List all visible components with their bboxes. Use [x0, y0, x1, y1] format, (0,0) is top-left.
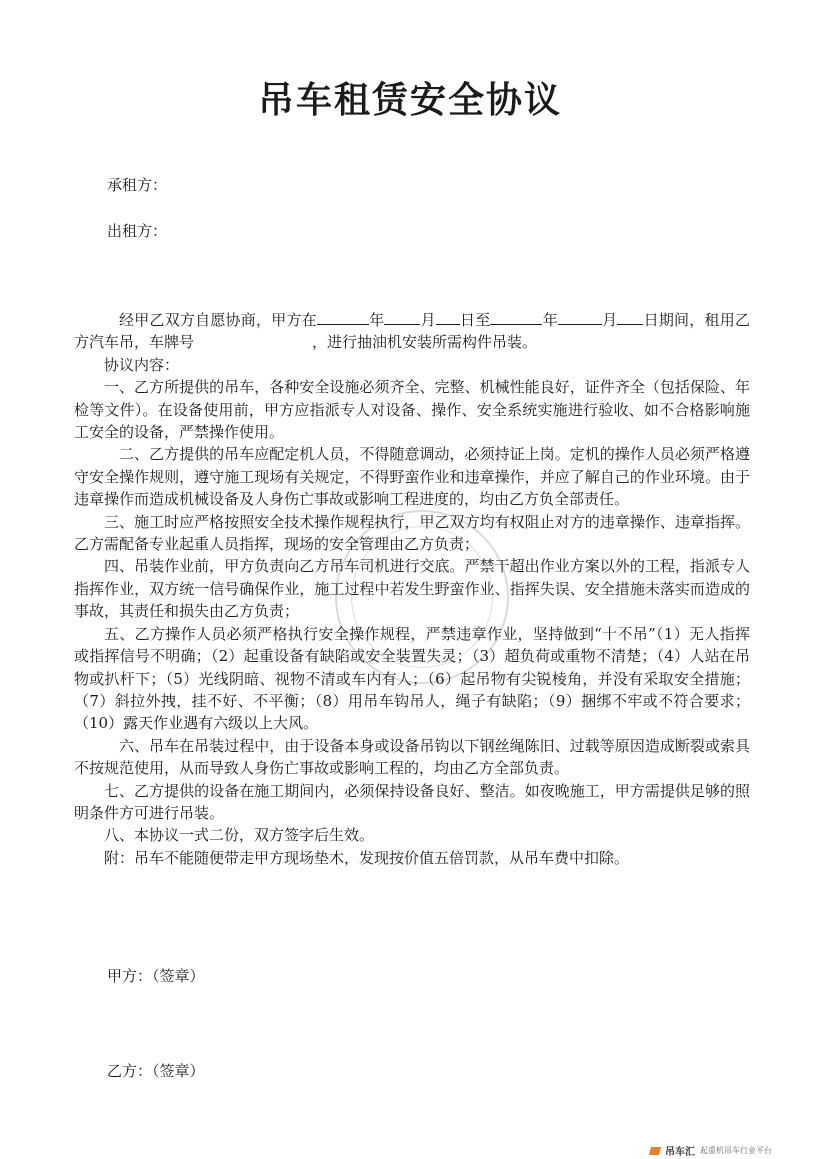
footer-brand: 吊车汇 — [665, 1147, 695, 1158]
footer-tagline: 起重机吊车行业平台 — [700, 1146, 772, 1155]
clause-4: 四、吊装作业前，甲方负责向乙方吊车司机进行交底。严禁干超出作业方案以外的工程，指派专人指挥作业，双方统一信号确保作业，施工过程中若发生野蛮作业、指挥失误、安全措施未落实而造成的事故，其责任和损失由乙方负责； — [74, 557, 750, 621]
party-b-signature: 乙方：（签章） — [107, 1062, 205, 1080]
document-title: 吊车租赁安全协议 — [257, 80, 562, 121]
clause-3: 三、施工时应严格按照安全技术操作规程执行，甲乙双方均有权阻止对方的违章操作、违章指挥。乙方需配备专业起重人员指挥，现场的安全管理由乙方负责； — [74, 512, 750, 554]
clause-1: 一、乙方所提供的吊车，各种安全设施必须齐全、完整、机械性能良好，证件齐全（包括保险、年检等文件）。在设备使用前，甲方应指派专人对设备、操作、安全系统实施进行验收、如不合格影响施工安全的设备，严禁操作使用。 — [74, 378, 750, 442]
appendix-note: 附：吊车不能随便带走甲方现场垫木，发现按价值五倍罚款，从吊车费中扣除。 — [104, 848, 630, 867]
footer-logo — [650, 1143, 772, 1158]
clause-6: 六、吊车在吊装过程中，由于设备本身或设备吊钩以下钢丝绳陈旧、过载等原因造成断裂或索具不按规范使用，从而导致人身伤亡事故或影响工程的，均由乙方全部负责。 — [74, 736, 750, 778]
clause-7: 七、乙方提供的设备在施工期间内，必须保持设备良好、整洁。如夜晚施工，甲方需提供足够的照明条件方可进行吊装。 — [74, 781, 750, 822]
intro-paragraph: 经甲乙双方自愿协商，甲方在 年 月 日至 年 月 日期间，租用乙方汽车吊，车牌号 ，进行抽油机安装所需构件吊装。 — [74, 308, 750, 354]
agreement-body — [74, 308, 750, 869]
party-a-signature: 甲方：（签章） — [107, 967, 205, 985]
crane-logo-icon — [649, 1147, 661, 1155]
contents-heading: 协议内容： — [104, 355, 180, 374]
clause-5: 五、乙方操作人员必须严格执行安全操作规程，严禁违章作业，坚持做到“十不吊”（1）无人指挥或指挥信号不明确；（2）起重设备有缺陷或安全装置失灵；（3）超负荷或重物不清楚；（4）人站在吊物或扒杆下；（5）光线阴暗、视物不清或车内有人；（6）起吊物有尖锐棱角，并没有采取安全措施；（7）斜拉外拽，挂不好、不平衡；（8）用吊车钩吊人，绳子有缺陷；（9）捆绑不牢或不符合要求；（10）露天作业遇有六级以上大风。 — [74, 624, 750, 733]
lessee-label: 承租方： — [107, 176, 168, 194]
lessor-label: 出租方： — [107, 222, 168, 240]
clause-2: 二、乙方提供的吊车应配定机人员，不得随意调动，必须持证上岗。定机的操作人员必须严格遵守安全操作规则，遵守施工现场有关规定，不得野蛮作业和违章操作，并应了解自己的作业环境。由于违章操作而造成机械设备及人身伤亡事故或影响工程进度的，均由乙方负全部责任。 — [74, 445, 750, 509]
clause-8: 八、本协议一式二份，双方签字后生效。 — [104, 826, 375, 845]
